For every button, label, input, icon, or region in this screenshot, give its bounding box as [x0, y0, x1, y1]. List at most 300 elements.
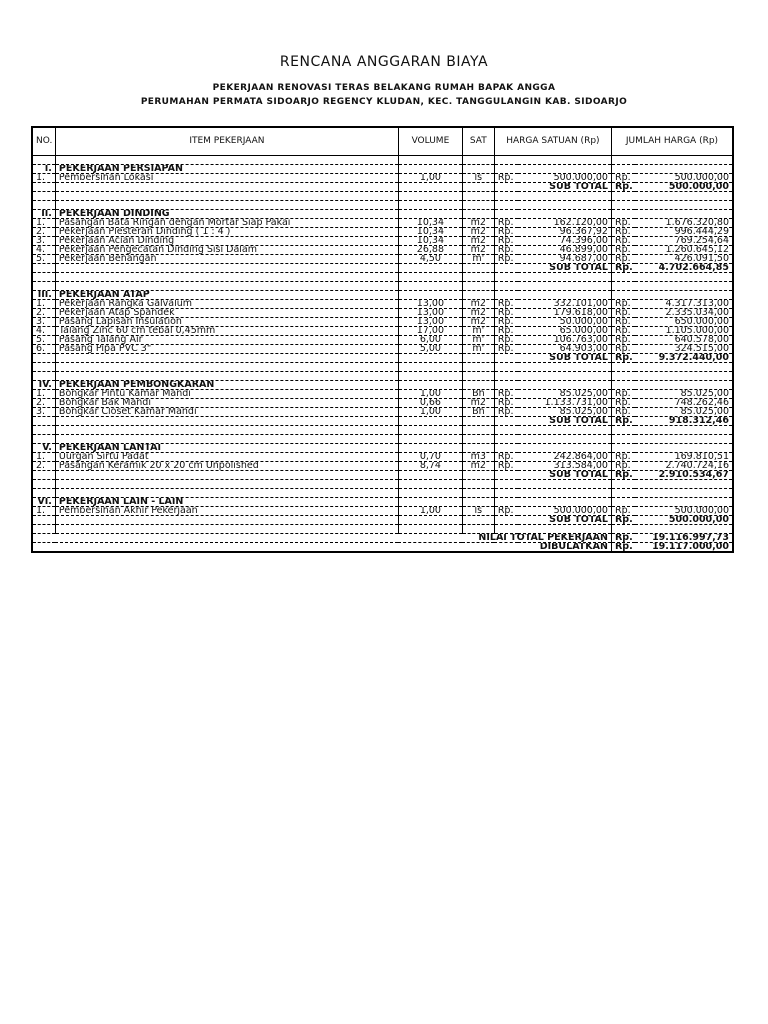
section-header-row — [32, 381, 733, 390]
subtotal-value: 4.702.664,85 — [635, 264, 733, 273]
empty-cell — [611, 435, 634, 444]
empty-cell — [494, 363, 517, 372]
item-number: 5. — [32, 255, 55, 264]
table-row — [32, 309, 733, 318]
subtotal-value: 500.000,00 — [635, 183, 733, 192]
empty-cell — [55, 201, 398, 210]
currency-label: Rp. — [611, 174, 634, 183]
currency-label: Rp. — [611, 237, 634, 246]
document-title: RENCANA ANGGARAN BIAYA — [279, 54, 489, 70]
item-unit: m2 — [462, 228, 494, 237]
item-name: Pekerjaan Rangka Galvalum — [55, 300, 398, 309]
empty-cell — [635, 444, 733, 453]
empty-cell — [32, 192, 55, 201]
empty-cell — [462, 210, 494, 219]
currency-label: Rp. — [494, 309, 517, 318]
item-unit: ls — [462, 174, 494, 183]
item-name: Bongkar Bak Mandi — [55, 399, 398, 408]
item-unit: m2 — [462, 246, 494, 255]
empty-cell — [55, 156, 398, 165]
section-header-row — [32, 165, 733, 174]
table-row — [32, 228, 733, 237]
currency-label: Rp. — [611, 471, 634, 480]
empty-cell — [518, 489, 612, 498]
item-unit-price: 94.687,00 — [518, 255, 612, 264]
empty-cell — [518, 273, 612, 282]
empty-cell — [398, 525, 462, 534]
item-unit-price: 313.584,00 — [518, 462, 612, 471]
empty-cell — [494, 282, 517, 291]
header-jumlah-harga: JUMLAH HARGA (Rp) — [611, 127, 733, 156]
empty-cell — [494, 273, 517, 282]
item-name: Pekerjaan Pengecatan Dinding Sisi Dalam — [55, 246, 398, 255]
subtotal-value: 2.910.534,67 — [635, 471, 733, 480]
empty-cell — [398, 444, 462, 453]
item-volume: 5,00 — [398, 345, 462, 354]
section-name: PEKERJAAN ATAP — [55, 291, 398, 300]
spacer-row — [32, 480, 733, 489]
item-name: Pasang Lapisan Insulation — [55, 318, 398, 327]
table-row — [32, 300, 733, 309]
empty-cell — [462, 363, 494, 372]
empty-cell — [635, 156, 733, 165]
currency-label: Rp. — [611, 354, 634, 363]
item-name: Pasangan Keramik 20 x 20 cm Unpolished — [55, 462, 398, 471]
empty-cell — [462, 282, 494, 291]
empty-cell — [55, 417, 398, 426]
item-unit-price: 74.396,00 — [518, 237, 612, 246]
empty-cell — [494, 381, 517, 390]
empty-cell — [635, 282, 733, 291]
empty-cell — [32, 183, 55, 192]
empty-cell — [398, 480, 462, 489]
empty-cell — [635, 192, 733, 201]
empty-cell — [518, 165, 612, 174]
empty-cell — [611, 291, 634, 300]
empty-cell — [55, 363, 398, 372]
item-name: Pasang Pipa PVC 3" — [55, 345, 398, 354]
empty-cell — [494, 210, 517, 219]
currency-label: Rp. — [494, 300, 517, 309]
spacer-row — [32, 435, 733, 444]
currency-label: Rp. — [611, 453, 634, 462]
table-row — [32, 318, 733, 327]
empty-cell — [518, 291, 612, 300]
empty-cell — [398, 156, 462, 165]
empty-cell — [398, 210, 462, 219]
item-unit: m2 — [462, 462, 494, 471]
currency-label: Rp. — [611, 507, 634, 516]
empty-cell — [398, 291, 462, 300]
empty-cell — [398, 183, 462, 192]
item-number: 3. — [32, 237, 55, 246]
empty-cell — [635, 480, 733, 489]
item-unit-price: 500.000,00 — [518, 507, 612, 516]
empty-cell — [494, 426, 517, 435]
empty-cell — [611, 156, 634, 165]
empty-cell — [398, 273, 462, 282]
spacer-row — [32, 372, 733, 381]
empty-cell — [635, 291, 733, 300]
item-volume: 1,00 — [398, 408, 462, 417]
currency-label: Rp. — [611, 318, 634, 327]
rounded-total-row — [32, 543, 733, 553]
currency-label: Rp. — [494, 318, 517, 327]
item-unit-price: 106.763,00 — [518, 336, 612, 345]
item-number: 2. — [32, 228, 55, 237]
section-name: PEKERJAAN LANTAI — [55, 444, 398, 453]
empty-cell — [398, 201, 462, 210]
empty-cell — [32, 363, 55, 372]
empty-cell — [55, 471, 398, 480]
empty-cell — [494, 435, 517, 444]
empty-cell — [635, 381, 733, 390]
item-name: Bongkar Pintu Kamar Mandi — [55, 390, 398, 399]
currency-label: Rp. — [494, 390, 517, 399]
subtotal-label: SUB TOTAL — [494, 183, 611, 192]
section-number: I. — [32, 165, 55, 174]
currency-label: Rp. — [611, 255, 634, 264]
currency-label: Rp. — [494, 327, 517, 336]
table-row — [32, 399, 733, 408]
table-row — [32, 336, 733, 345]
item-total-price: 169.810,51 — [635, 453, 733, 462]
empty-cell — [32, 264, 55, 273]
empty-cell — [462, 435, 494, 444]
currency-label: Rp. — [494, 453, 517, 462]
empty-cell — [398, 435, 462, 444]
empty-cell — [494, 372, 517, 381]
empty-cell — [398, 471, 462, 480]
spacer-row — [32, 201, 733, 210]
item-volume: 6,00 — [398, 336, 462, 345]
item-volume: 1,00 — [398, 507, 462, 516]
empty-cell — [635, 525, 733, 534]
empty-cell — [611, 381, 634, 390]
table-header-row — [32, 127, 733, 156]
table-row — [32, 462, 733, 471]
currency-label: Rp. — [494, 399, 517, 408]
currency-label: Rp. — [611, 309, 634, 318]
subtotal-value: 918.312,46 — [635, 417, 733, 426]
item-number: 2. — [32, 399, 55, 408]
item-total-price: 85.025,00 — [635, 408, 733, 417]
item-name: Pekerjaan Plesteran Dinding ( 1 : 4 ) — [55, 228, 398, 237]
table-row — [32, 453, 733, 462]
empty-cell — [462, 489, 494, 498]
empty-cell — [55, 435, 398, 444]
item-name: Pekerjaan Benangan — [55, 255, 398, 264]
empty-cell — [32, 435, 55, 444]
section-header-row — [32, 498, 733, 507]
item-volume: 1,00 — [398, 174, 462, 183]
item-unit: m' — [462, 255, 494, 264]
empty-cell — [518, 498, 612, 507]
item-unit: ls — [462, 507, 494, 516]
item-volume: 10,34 — [398, 219, 462, 228]
empty-cell — [611, 165, 634, 174]
item-total-price: 1.676.320,80 — [635, 219, 733, 228]
item-unit: m2 — [462, 318, 494, 327]
item-unit-price: 1.133.731,00 — [518, 399, 612, 408]
currency-label: Rp. — [611, 390, 634, 399]
subtotal-value: 9.372.440,00 — [635, 354, 733, 363]
empty-cell — [55, 183, 398, 192]
item-unit: m' — [462, 345, 494, 354]
item-unit: m3 — [462, 453, 494, 462]
subtotal-value: 500.000,00 — [635, 516, 733, 525]
empty-cell — [494, 192, 517, 201]
empty-cell — [494, 201, 517, 210]
section-header-row — [32, 291, 733, 300]
empty-cell — [398, 417, 462, 426]
subtotal-label: SUB TOTAL — [494, 417, 611, 426]
currency-label: Rp. — [611, 327, 634, 336]
location-subtitle: PERUMAHAN PERMATA SIDOARJO REGENCY KLUDAN, KEC. TANGGULANGIN KAB. SIDOARJO — [140, 97, 628, 107]
empty-cell — [462, 183, 494, 192]
item-volume: 0,70 — [398, 453, 462, 462]
item-name: Pembersihan Akhir Pekerjaan — [55, 507, 398, 516]
spacer-row — [32, 282, 733, 291]
empty-cell — [462, 516, 494, 525]
item-unit-price: 85.025,00 — [518, 390, 612, 399]
empty-cell — [55, 525, 398, 534]
table-row — [32, 237, 733, 246]
item-unit-price: 46.899,00 — [518, 246, 612, 255]
item-unit: m' — [462, 327, 494, 336]
section-number: VI. — [32, 498, 55, 507]
currency-label: Rp. — [611, 228, 634, 237]
grand-total-row — [32, 534, 733, 543]
empty-cell — [462, 525, 494, 534]
subtotal-label: SUB TOTAL — [494, 264, 611, 273]
empty-cell — [32, 426, 55, 435]
empty-cell — [518, 480, 612, 489]
empty-cell — [518, 156, 612, 165]
empty-cell — [462, 471, 494, 480]
currency-label: Rp. — [611, 300, 634, 309]
table-row — [32, 390, 733, 399]
empty-cell — [611, 525, 634, 534]
item-unit: m' — [462, 336, 494, 345]
item-total-price: 1.105.000,00 — [635, 327, 733, 336]
empty-cell — [611, 426, 634, 435]
item-unit-price: 64.903,00 — [518, 345, 612, 354]
empty-cell — [55, 480, 398, 489]
item-volume: 10,34 — [398, 228, 462, 237]
item-name: Pasangan Bata Ringan dengan Mortar Siap Pakai — [55, 219, 398, 228]
empty-cell — [635, 201, 733, 210]
item-unit-price: 242.864,00 — [518, 453, 612, 462]
empty-cell — [611, 444, 634, 453]
spacer-row — [32, 156, 733, 165]
empty-cell — [611, 489, 634, 498]
item-name: Bongkar Closet Kamar Mandi — [55, 408, 398, 417]
table-row — [32, 255, 733, 264]
table-row — [32, 246, 733, 255]
currency-label: Rp. — [611, 516, 634, 525]
empty-cell — [518, 381, 612, 390]
empty-cell — [398, 498, 462, 507]
spacer-row — [32, 273, 733, 282]
spacer-row — [32, 363, 733, 372]
subtotal-row — [32, 183, 733, 192]
item-number: 1. — [32, 300, 55, 309]
empty-cell — [611, 273, 634, 282]
empty-cell — [462, 273, 494, 282]
item-volume: 13,00 — [398, 300, 462, 309]
empty-cell — [462, 381, 494, 390]
section-name: PEKERJAAN DINDING — [55, 210, 398, 219]
empty-cell — [32, 525, 55, 534]
item-number: 1. — [32, 174, 55, 183]
empty-cell — [32, 156, 55, 165]
header-item: ITEM PEKERJAAN — [55, 127, 398, 156]
item-number: 3. — [32, 408, 55, 417]
currency-label: Rp. — [494, 462, 517, 471]
empty-cell — [462, 165, 494, 174]
item-unit-price: 332.101,00 — [518, 300, 612, 309]
empty-cell — [462, 426, 494, 435]
empty-cell — [398, 264, 462, 273]
empty-cell — [518, 525, 612, 534]
empty-cell — [611, 372, 634, 381]
subtotal-row — [32, 516, 733, 525]
subtotal-label: SUB TOTAL — [494, 516, 611, 525]
item-total-price: 85.025,00 — [635, 390, 733, 399]
empty-cell — [398, 516, 462, 525]
currency-label: Rp. — [611, 408, 634, 417]
item-number: 4. — [32, 246, 55, 255]
item-number: 1. — [32, 390, 55, 399]
empty-cell — [32, 372, 55, 381]
section-name: PEKERJAAN PERSIAPAN — [55, 165, 398, 174]
header-sat: SAT — [462, 127, 494, 156]
currency-label: Rp. — [494, 408, 517, 417]
subtotal-label: SUB TOTAL — [494, 471, 611, 480]
item-total-price: 4.317.313,00 — [635, 300, 733, 309]
currency-label: Rp. — [611, 417, 634, 426]
empty-cell — [635, 165, 733, 174]
item-volume: 8,74 — [398, 462, 462, 471]
item-number: 2. — [32, 462, 55, 471]
empty-cell — [32, 480, 55, 489]
item-volume: 1,00 — [398, 390, 462, 399]
section-name: PEKERJAAN PEMBONGKARAN — [55, 381, 398, 390]
empty-cell — [518, 192, 612, 201]
empty-cell — [518, 201, 612, 210]
item-unit-price: 65.000,00 — [518, 327, 612, 336]
empty-cell — [32, 516, 55, 525]
item-total-price: 2.740.724,16 — [635, 462, 733, 471]
empty-cell — [635, 273, 733, 282]
spacer-row — [32, 426, 733, 435]
table-row — [32, 345, 733, 354]
empty-cell — [635, 363, 733, 372]
item-number: 1. — [32, 219, 55, 228]
rounded-total-row-value: 19.117.000,00 — [635, 543, 733, 553]
empty-cell — [55, 426, 398, 435]
empty-cell — [398, 372, 462, 381]
empty-cell — [398, 489, 462, 498]
currency-label: Rp. — [611, 345, 634, 354]
empty-cell — [462, 291, 494, 300]
item-volume: 26,88 — [398, 246, 462, 255]
empty-cell — [494, 489, 517, 498]
empty-cell — [398, 381, 462, 390]
currency-label: Rp. — [494, 174, 517, 183]
currency-label: Rp. — [611, 264, 634, 273]
subtotal-row — [32, 471, 733, 480]
empty-cell — [32, 282, 55, 291]
section-name: PEKERJAAN LAIN - LAIN — [55, 498, 398, 507]
item-unit: Bh — [462, 390, 494, 399]
empty-cell — [55, 516, 398, 525]
item-name: Talang Zinc 60 cm tebal 0,45mm — [55, 327, 398, 336]
item-name: Uurgan Sirtu Padat — [55, 453, 398, 462]
empty-cell — [611, 498, 634, 507]
currency-label: Rp. — [611, 246, 634, 255]
table-row — [32, 174, 733, 183]
section-number: III. — [32, 291, 55, 300]
empty-cell — [611, 201, 634, 210]
currency-label: Rp. — [611, 336, 634, 345]
item-number: 2. — [32, 309, 55, 318]
empty-cell — [518, 444, 612, 453]
empty-cell — [55, 354, 398, 363]
empty-cell — [518, 426, 612, 435]
empty-cell — [462, 264, 494, 273]
project-subtitle: PEKERJAAN RENOVASI TERAS BELAKANG RUMAH BAPAK ANGGA — [212, 83, 556, 93]
item-volume: 17,00 — [398, 327, 462, 336]
item-volume: 4,50 — [398, 255, 462, 264]
empty-cell — [494, 444, 517, 453]
currency-label: Rp. — [611, 462, 634, 471]
item-volume: 10,34 — [398, 237, 462, 246]
empty-cell — [494, 291, 517, 300]
item-total-price: 2.335.034,00 — [635, 309, 733, 318]
empty-cell — [494, 498, 517, 507]
currency-label: Rp. — [611, 183, 634, 192]
section-header-row — [32, 444, 733, 453]
budget-table — [31, 126, 734, 553]
item-number: 1. — [32, 453, 55, 462]
header-volume: VOLUME — [398, 127, 462, 156]
currency-label: Rp. — [494, 345, 517, 354]
empty-cell — [462, 372, 494, 381]
item-unit: m2 — [462, 237, 494, 246]
item-number: 5. — [32, 336, 55, 345]
currency-label: Rp. — [494, 219, 517, 228]
item-unit-price: 179.618,00 — [518, 309, 612, 318]
item-number: 1. — [32, 507, 55, 516]
currency-label: Rp. — [494, 246, 517, 255]
section-number: V. — [32, 444, 55, 453]
item-volume: 13,00 — [398, 318, 462, 327]
empty-cell — [635, 498, 733, 507]
empty-cell — [55, 489, 398, 498]
empty-cell — [635, 426, 733, 435]
item-name: Pekerjaan Atap Spandek — [55, 309, 398, 318]
empty-cell — [611, 192, 634, 201]
empty-cell — [32, 273, 55, 282]
empty-cell — [635, 489, 733, 498]
subtotal-row — [32, 264, 733, 273]
item-total-price: 324.515,00 — [635, 345, 733, 354]
item-total-price: 640.578,00 — [635, 336, 733, 345]
empty-cell — [611, 363, 634, 372]
item-unit: m2 — [462, 309, 494, 318]
